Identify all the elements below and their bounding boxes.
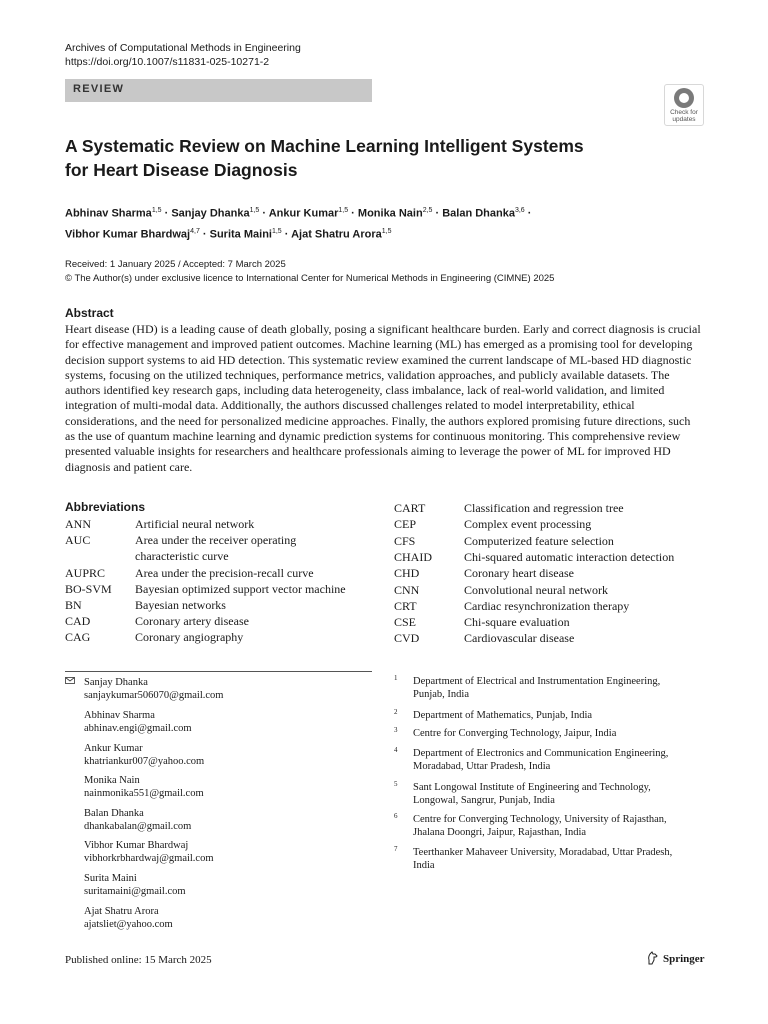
- abbr-key: BO-SVM: [65, 582, 112, 596]
- affiliation-text: Department of Electrical and Instrumentation Engineering, Punjab, India: [413, 676, 661, 701]
- abbr-key: CHAID: [394, 549, 432, 564]
- abbr-key: CRT: [394, 598, 417, 613]
- author-affiliation: 1,5: [381, 227, 392, 235]
- contact-entry: [84, 872, 186, 899]
- abbr-value: Coronary heart disease: [464, 566, 574, 581]
- contact-name: Abhinav Sharma: [84, 710, 155, 721]
- author-name: Ajat Shatru Arora: [291, 228, 382, 241]
- contact-entry: [84, 709, 192, 736]
- contact-name: Ajat Shatru Arora: [84, 906, 159, 917]
- contact-name: Vibhor Kumar Bhardwaj: [84, 840, 189, 851]
- paper-title: [65, 134, 685, 182]
- affiliation-text: Centre for Converging Technology, Jaipur, India: [413, 728, 617, 739]
- contact-email[interactable]: suritamaini@gmail.com: [84, 886, 186, 898]
- crossmark-icon: [674, 88, 694, 108]
- affiliation-text: Teerthanker Mahaveer University, Moradabad, Uttar Pradesh, India: [413, 847, 673, 872]
- author-name: Vibhor Kumar Bhardwaj: [65, 228, 191, 241]
- abstract-text: Heart disease (HD) is a leading cause of death globally, posing a significant healthcare burden. Early and correct diagnosis is crucial for effective management and improved patient outcomes. Machine learning (ML) has emerged as a promising tool for developing decision support systems to aid HD detection. This systematic review examined the current landscape of ML-based HD diagnostic systems, focusing on the utilized techniques, performance metrics, validation approaches, and publicly available datasets. The authors identified key research gaps, including data heterogeneity, class imbalance, lack of real-world validation, and limited integration of multi-modal data. Additionally, the authors discussed challenges related to model interpretability, ethical considerations, and the need for personalized medicine approaches. Finally, the authors explored promising future directions, such as the use of quantum machine learning and dynamic prediction systems for continuous monitoring. This comprehensive review presented valuable insights for researchers and healthcare professionals aiming to leverage the power of ML for improved HD diagnosis and patient care.: [65, 322, 701, 474]
- publisher-logo-text: Springer: [663, 953, 705, 965]
- affiliation-number: 6: [394, 812, 398, 820]
- abbr-value: Complex event processing: [464, 517, 592, 532]
- contact-entry: [84, 676, 223, 703]
- author-affiliation: 4,7: [190, 227, 200, 235]
- author-affiliation: 1,5: [271, 227, 282, 235]
- contact-email[interactable]: abhinav.engi@gmail.com: [84, 723, 192, 735]
- author-name: Ankur Kumar: [268, 207, 339, 220]
- check-updates-line1: Check for: [670, 109, 698, 116]
- affiliation-number: 1: [394, 674, 398, 682]
- abbr-value: Computerized feature selection: [464, 533, 614, 548]
- author-affiliation: 1,5: [249, 207, 260, 214]
- check-updates-line2: updates: [672, 116, 696, 123]
- abbr-value: Cardiovascular disease: [464, 631, 575, 646]
- affiliation-text: Sant Longowal Institute of Engineering and Technology, Longowal, Sangrur, Punjab, India: [413, 782, 651, 807]
- abbr-key: CEP: [394, 517, 417, 532]
- author-name: Sanjay Dhanka: [171, 207, 250, 220]
- contact-email[interactable]: dhankabalan@gmail.com: [84, 821, 192, 833]
- published-online: Published online: 15 March 2025: [65, 954, 212, 966]
- abbr-value: Coronary artery disease: [135, 614, 249, 628]
- contact-entry: [84, 774, 204, 801]
- contact-entry: [84, 839, 214, 866]
- contact-email[interactable]: sanjaykumar506070@gmail.com: [84, 690, 224, 702]
- contact-email[interactable]: nainmonika551@gmail.com: [84, 788, 204, 800]
- affiliation-number: 5: [394, 780, 398, 788]
- journal-header: [65, 41, 301, 69]
- received-accepted: Received: 1 January 2025 / Accepted: 7 March 2025: [65, 259, 286, 270]
- abbr-value: Area under the receiver operating characteristic curve: [135, 533, 297, 564]
- contact-name: Surita Maini: [84, 873, 137, 884]
- abbr-value: Area under the precision-recall curve: [135, 566, 314, 580]
- footnote-divider: [65, 671, 372, 672]
- contact-name: Monika Nain: [84, 775, 140, 786]
- doi-link[interactable]: https://doi.org/10.1007/s11831-025-10271-2: [65, 56, 270, 68]
- abbr-value: Chi-squared automatic interaction detection: [464, 549, 675, 564]
- author-name: Abhinav Sharma: [65, 207, 152, 220]
- contact-entry: [84, 905, 173, 932]
- publication-dates: [65, 258, 554, 286]
- title-line-2: for Heart Disease Diagnosis: [65, 160, 298, 180]
- abbr-key: CHD: [394, 566, 420, 581]
- envelope-icon: [65, 677, 75, 684]
- contact-entry: [84, 807, 191, 834]
- abbr-value: Bayesian networks: [135, 598, 226, 612]
- affiliation-number: 4: [394, 746, 398, 754]
- abbr-key: CSE: [394, 615, 417, 630]
- abbr-value: Cardiac resynchronization therapy: [464, 598, 630, 613]
- section-label: REVIEW: [73, 83, 125, 95]
- abbr-key: ANN: [65, 517, 91, 531]
- journal-name: Archives of Computational Methods in Engineering: [65, 42, 301, 54]
- author-affiliation: 1,5: [338, 207, 349, 214]
- abbr-key: AUC: [65, 533, 91, 547]
- contact-name: Sanjay Dhanka: [84, 677, 148, 688]
- abbreviations-heading: Abbreviations: [65, 500, 146, 514]
- contact-email[interactable]: vibhorkrbhardwaj@gmail.com: [84, 853, 214, 865]
- abbr-key: CNN: [394, 582, 420, 597]
- abbr-key: CAD: [65, 614, 91, 628]
- abbr-value: Classification and regression tree: [464, 501, 624, 515]
- abbr-value: Coronary angiography: [135, 630, 244, 644]
- author-list: Abhinav Sharma$^{1,5}$ · Sanjay Dhanka$^{1,5}$ · Ankur Kumar$^{1,5}$ · Monika Nain$^{2,5}$ · Balan Dhanka$^{3,6}$ · Vibhor Kumar Bhardwaj$^{4,7}$ · Surita Maini$^{1,5}$ · Ajat Shatru Arora$^{1,5}$: [65, 207, 532, 241]
- abbr-key: AUPRC: [65, 566, 106, 580]
- contact-entry: [84, 742, 204, 769]
- affiliation-text: Department of Mathematics, Punjab, India: [413, 710, 593, 721]
- abbr-key: CART: [394, 501, 426, 515]
- affiliation-text: Department of Electronics and Communication Engineering, Moradabad, Uttar Pradesh, India: [413, 748, 669, 773]
- abbr-key: CAG: [65, 630, 91, 644]
- copyright-notice: © The Author(s) under exclusive licence to International Center for Numerical Methods in Engineering (CIMNE) 2025: [65, 273, 555, 284]
- check-for-updates-badge[interactable]: [664, 84, 704, 126]
- author-name: Surita Maini: [209, 228, 272, 241]
- abstract-heading: Abstract: [65, 306, 114, 320]
- author-name: Monika Nain: [357, 207, 423, 220]
- contact-email[interactable]: khatriankur007@yahoo.com: [84, 756, 205, 768]
- contact-name: Ankur Kumar: [84, 743, 143, 754]
- affiliation-number: 2: [394, 708, 398, 716]
- author-affiliation: 2,5: [422, 207, 433, 214]
- contact-email[interactable]: ajatsliet@yahoo.com: [84, 919, 173, 931]
- abbr-key: CFS: [394, 533, 416, 548]
- abbr-value: Bayesian optimized support vector machine: [135, 582, 346, 596]
- abbr-value: Chi-square evaluation: [464, 615, 570, 630]
- affiliation-number: 3: [394, 726, 398, 734]
- affiliation-text: Centre for Converging Technology, University of Rajasthan, Jhalana Doongri, Jaipur, Rajasthan, India: [413, 814, 667, 839]
- author-affiliation: 3,6: [514, 207, 525, 214]
- contact-name: Balan Dhanka: [84, 808, 144, 819]
- abbr-value: Convolutional neural network: [464, 582, 608, 597]
- abbr-key: BN: [65, 598, 82, 612]
- springer-horse-icon: [646, 951, 660, 966]
- author-affiliation: 1,5: [151, 207, 162, 214]
- affiliation-number: 7: [394, 845, 398, 853]
- title-line-1: A Systematic Review on Machine Learning Intelligent Systems: [65, 136, 584, 156]
- abbr-key: CVD: [394, 631, 420, 646]
- abbr-value: Artificial neural network: [135, 517, 255, 531]
- author-name: Balan Dhanka: [442, 207, 515, 220]
